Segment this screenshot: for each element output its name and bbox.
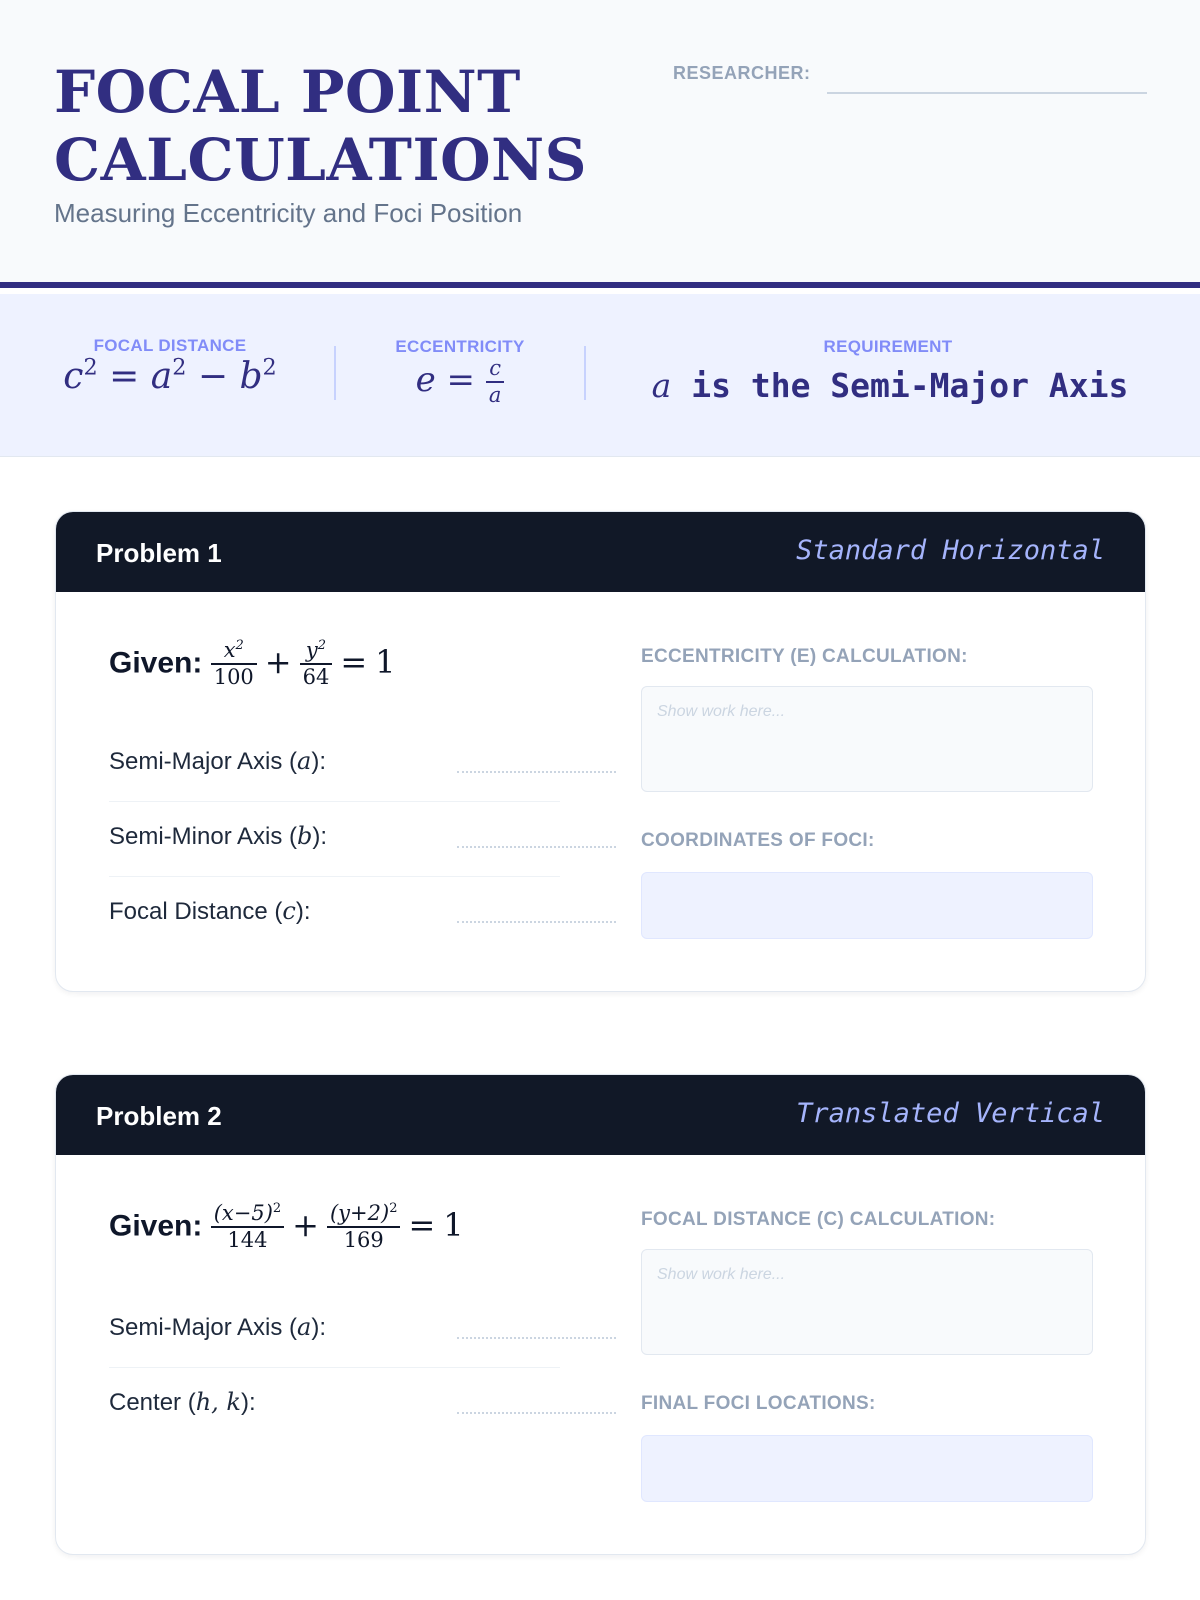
focal-distance-work-area[interactable]: Show work here... [641,1249,1093,1355]
problem-2-card [55,1074,1146,1555]
problem-2-header [56,1075,1145,1155]
focal-distance-answer[interactable] [457,921,616,923]
requirement-statement: a is the Semi-Major Axis [651,366,1129,405]
formula-divider [584,346,586,400]
researcher-name-field[interactable] [827,92,1147,94]
worksheet-header [0,0,1200,288]
focal-distance-calc-label: FOCAL DISTANCE (C) CALCULATION: [641,1209,996,1230]
formula-reference-band [0,294,1200,457]
page-subtitle: Measuring Eccentricity and Foci Position [54,198,523,228]
focal-distance-row-label: Focal Distance (c): [109,897,311,925]
focal-distance-row [109,877,560,952]
problem-1-title: Problem 1 [96,538,222,568]
problem-2-equation: $\frac{(x-5)^2}{144}$ + $\frac{(y+2)^2}{169}$ = 1 [211,1206,464,1244]
eccentricity-work-area[interactable]: Show work here... [641,686,1093,792]
semi-minor-axis-label: Semi-Minor Axis (b): [109,822,328,850]
researcher-label: RESEARCHER: [673,63,811,83]
semi-major-axis-row [109,727,560,802]
semi-major-axis-answer[interactable] [457,1337,616,1339]
center-row [109,1368,560,1443]
problem-1-given: Given: $\frac{x^2}{100}$ + $\frac{y^2}{64}$ = 1 [109,638,396,689]
foci-coordinates-answer[interactable] [641,872,1093,939]
problem-1-type: Standard Horizontal [796,535,1105,566]
formula-divider [334,346,336,400]
semi-major-axis-label: Semi-Major Axis (a): [109,1313,327,1341]
semi-major-axis-row [109,1293,560,1368]
foci-coordinates-label: COORDINATES OF FOCI: [641,830,875,851]
problem-1-card [55,511,1146,992]
problem-1-equation: $\frac{x^2}{100}$ + $\frac{y^2}{64}$ = 1 [211,643,396,681]
eccentricity-label: ECCENTRICITY [395,337,525,356]
problem-2-type: Translated Vertical [796,1098,1105,1129]
problem-1-header [56,512,1145,592]
eccentricity-calc-label: ECCENTRICITY (E) CALCULATION: [641,646,968,667]
eccentricity-formula: e = $\frac{c}{a}$ [380,358,540,406]
final-foci-answer[interactable] [641,1435,1093,1502]
problem-2-given: Given: $\frac{(x-5)^2}{144}$ + $\frac{(y+2)^2}{169}$ = 1 [109,1201,464,1252]
semi-major-axis-answer[interactable] [457,771,616,773]
semi-major-axis-label: Semi-Major Axis (a): [109,747,327,775]
center-answer[interactable] [457,1412,616,1414]
problem-2-title: Problem 2 [96,1101,222,1131]
final-foci-label: FINAL FOCI LOCATIONS: [641,1393,876,1414]
requirement-label: REQUIREMENT [823,337,953,356]
focal-distance-formula: $c^2 = a^2 - b^2$ [63,354,277,397]
page-title: FOCAL POINT CALCULATIONS [54,58,588,194]
focal-distance-label: FOCAL DISTANCE [93,336,247,355]
semi-minor-axis-answer[interactable] [457,846,616,848]
center-label: Center (h, k): [109,1388,256,1416]
semi-minor-axis-row [109,802,560,877]
